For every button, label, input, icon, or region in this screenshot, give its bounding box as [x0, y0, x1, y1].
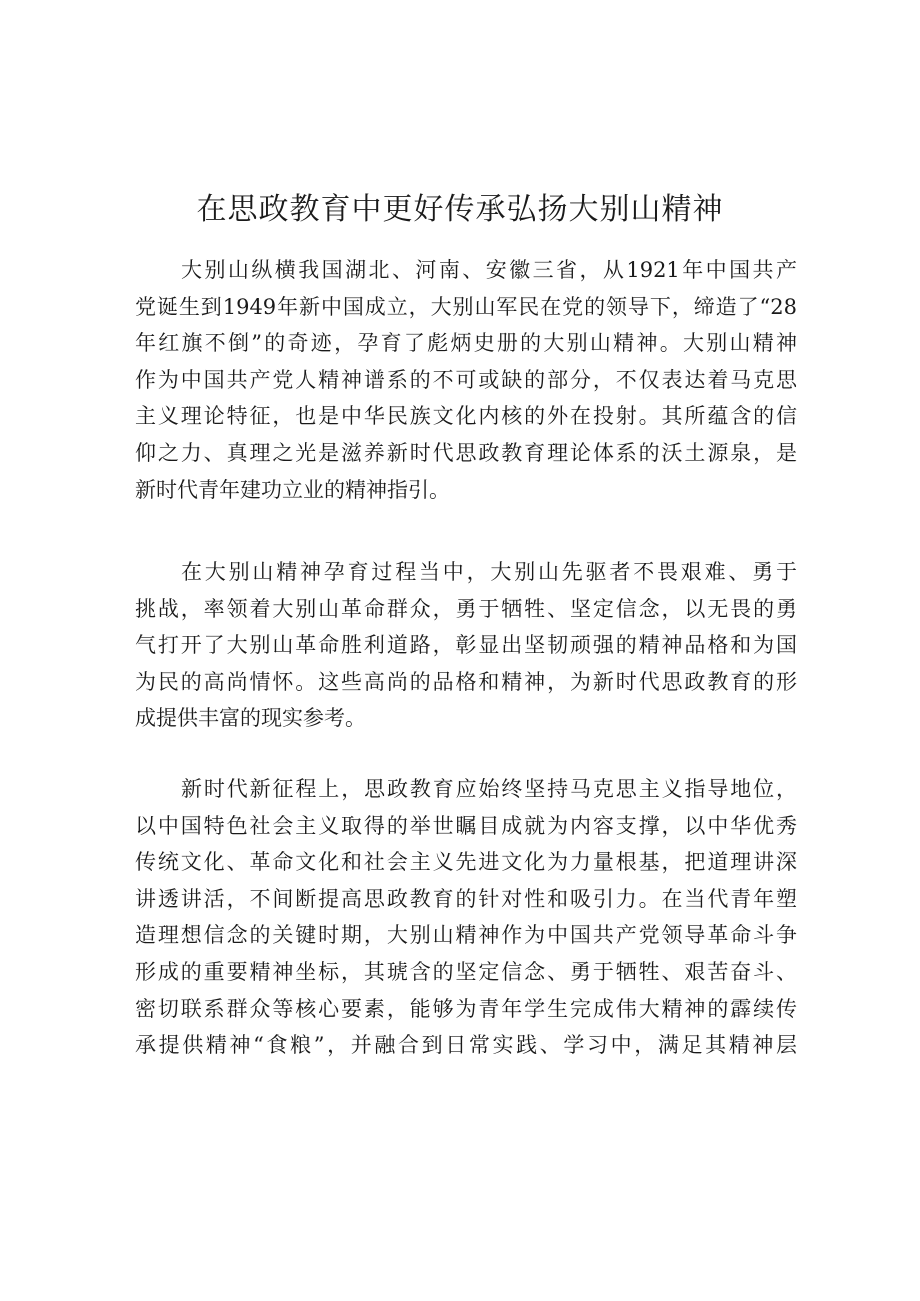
paragraph-line: 新时代青年建功立业的精神指引。	[135, 477, 450, 502]
paragraph-line: 讲透讲活，不间断提高思政教育的针对性和吸引力。在当代青年塑	[135, 886, 797, 911]
paragraph-line: 承提供精神“食粮”，并融合到日常实践、学习中，满足其精神层	[135, 1033, 797, 1058]
paragraph-line: 以中国特色社会主义取得的举世瞩目成就为内容支撑，以中华优秀	[135, 813, 797, 838]
paragraph-line: 气打开了大别山革命胜利道路，彰显出坚韧顽强的精神品格和为国	[135, 633, 797, 658]
paragraph-line: 年红旗不倒”的奇迹，孕育了彪炳史册的大别山精神。大别山精神	[135, 331, 797, 356]
paragraph-line: 仰之力、真理之光是滋养新时代思政教育理论体系的沃土源泉，是	[135, 440, 797, 465]
paragraph-1	[135, 252, 797, 508]
paragraph-line: 造理想信念的关键时期，大别山精神作为中国共产党领导革命斗争	[135, 923, 797, 948]
paragraph-line: 在大别山精神孕育过程当中，大别山先驱者不畏艰难、勇于	[181, 560, 797, 584]
paragraph-line: 密切联系群众等核心要素，能够为青年学生完成伟大精神的霹续传	[135, 996, 797, 1021]
paragraph-line: 新时代新征程上，思政教育应始终坚持马克思主义指导地位，	[181, 777, 797, 801]
paragraph-line: 形成的重要精神坐标，其琥含的坚定信念、勇于牺牲、艰苦奋斗、	[135, 959, 797, 984]
paragraph-line: 挑战，率领着大别山革命群众，勇于牺牲、坚定信念，以无畏的勇	[135, 596, 797, 621]
document-title: 在思政教育中更好传承弘扬大别山精神	[196, 192, 724, 227]
paragraph-line: 为民的高尚情怀。这些高尚的品格和精神，为新时代思政教育的形	[135, 669, 797, 694]
paragraph-2	[135, 554, 797, 737]
paragraph-line: 传统文化、革命文化和社会主义先进文化为力量根基，把道理讲深	[135, 850, 797, 875]
paragraph-3	[135, 771, 797, 1064]
paragraph-line: 大别山纵横我国湖北、河南、安徽三省，从1921年中国共产	[181, 258, 797, 282]
paragraph-line: 党诞生到1949年新中国成立，大别山军民在党的领导下，缔造了“28	[135, 294, 797, 319]
paragraph-line: 作为中国共产党人精神谱系的不可或缺的部分，不仅表达着马克思	[135, 367, 797, 392]
paragraph-line: 成提供丰富的现实参考。	[135, 706, 366, 731]
paragraph-line: 主义理论特征，也是中华民族文化内核的外在投射。其所蕴含的信	[135, 404, 797, 429]
